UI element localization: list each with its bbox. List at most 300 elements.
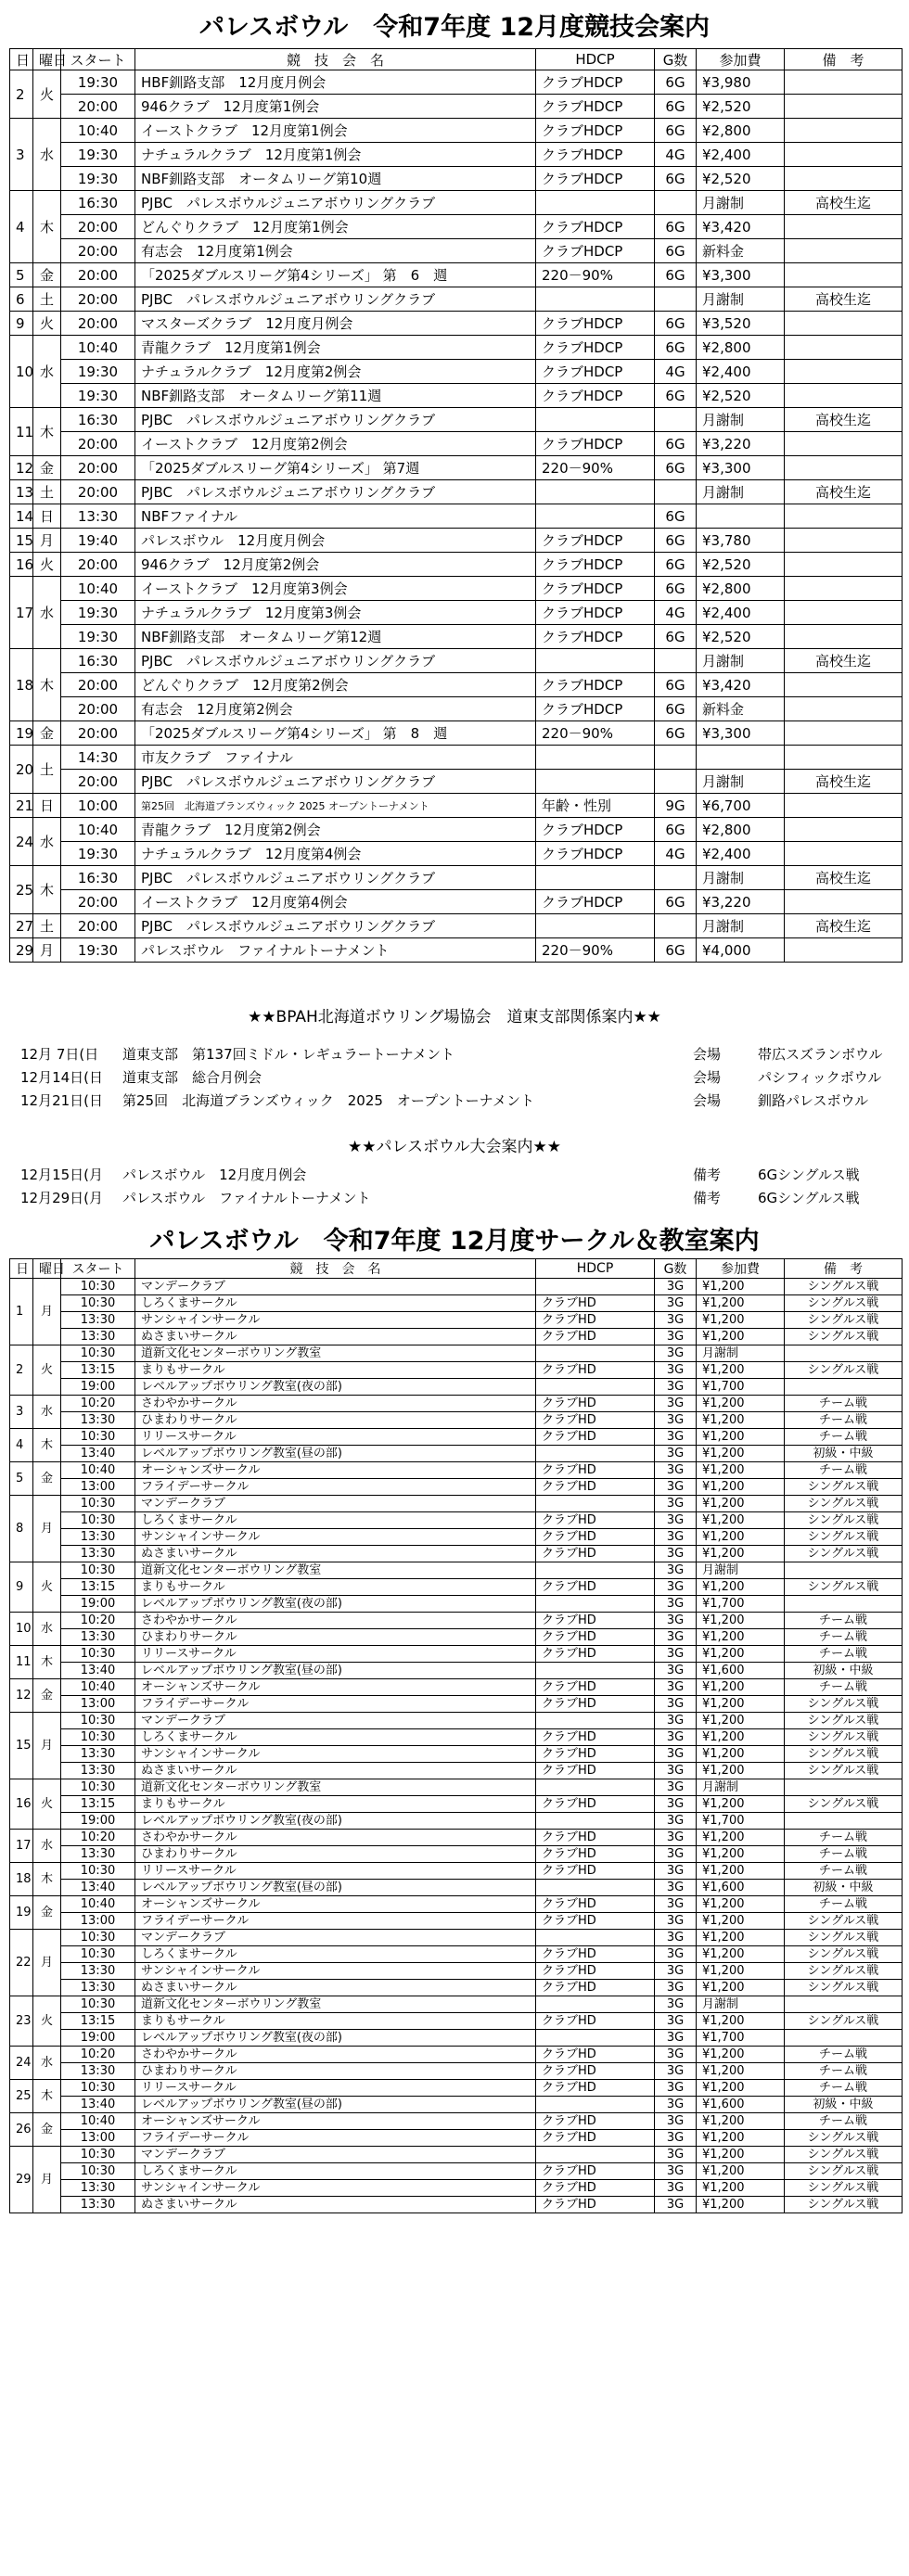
hdcp-cell: クラブHD: [536, 1946, 655, 1963]
games-cell: 3G: [655, 1312, 697, 1329]
table-row: [10, 2163, 903, 2180]
event-name-cell: 第25回 北海道ブランズウィック 2025 オープントーナメント: [135, 794, 536, 818]
notes-cell: チーム戦: [785, 1629, 903, 1646]
fee-cell: ¥1,200: [697, 1446, 785, 1462]
hdcp-cell: クラブHD: [536, 1763, 655, 1779]
day-cell: 15: [10, 529, 33, 553]
fee-cell: 月謝制: [697, 866, 785, 890]
start-time-cell: 19:00: [61, 1379, 135, 1396]
hdcp-cell: クラブHD: [536, 2047, 655, 2063]
notes-cell: シングルス戦: [785, 2130, 903, 2147]
palace-section-title: ★★パレスボウル大会案内★★: [348, 1138, 561, 1156]
start-time-cell: 13:30: [61, 1312, 135, 1329]
notes-cell: [785, 794, 903, 818]
notes-cell: [785, 842, 903, 866]
start-time-cell: 13:30: [61, 1529, 135, 1546]
day-cell: 25: [10, 2080, 33, 2113]
hdcp-cell: クラブHD: [536, 1529, 655, 1546]
table-row: [10, 480, 903, 504]
day-cell: 14: [10, 504, 33, 529]
hdcp-cell: [536, 1813, 655, 1830]
table-row: [10, 1963, 903, 1980]
fee-cell: 月謝制: [697, 287, 785, 312]
table-row: [10, 1396, 903, 1412]
games-cell: 3G: [655, 1596, 697, 1613]
start-time-cell: 19:30: [61, 167, 135, 191]
hdcp-cell: クラブHD: [536, 1579, 655, 1596]
hdcp-cell: クラブHD: [536, 1429, 655, 1446]
notes-cell: シングルス戦: [785, 2180, 903, 2197]
hdcp-cell: [536, 2097, 655, 2113]
games-cell: 6G: [655, 529, 697, 553]
games-cell: 6G: [655, 70, 697, 95]
start-time-cell: 13:30: [61, 1980, 135, 1996]
hdcp-cell: [536, 1880, 655, 1896]
start-time-cell: 10:30: [61, 1863, 135, 1880]
table-row: [10, 1830, 903, 1846]
games-cell: 3G: [655, 1562, 697, 1579]
table-row: [10, 1379, 903, 1396]
start-time-cell: 10:40: [61, 818, 135, 842]
table-row: [10, 1345, 903, 1362]
table-row: [10, 1446, 903, 1462]
dow-cell: 木: [33, 191, 61, 263]
notes-cell: シングルス戦: [785, 1930, 903, 1946]
notes-cell: シングルス戦: [785, 1295, 903, 1312]
table-row: [10, 553, 903, 577]
games-cell: 3G: [655, 1462, 697, 1479]
notes-cell: シングルス戦: [785, 1362, 903, 1379]
fee-cell: ¥2,800: [697, 119, 785, 143]
event-name-cell: リリースサークル: [135, 1429, 536, 1446]
games-cell: 3G: [655, 1779, 697, 1796]
notes-cell: [785, 625, 903, 649]
games-cell: 3G: [655, 2163, 697, 2180]
start-time-cell: 13:30: [61, 2063, 135, 2080]
dow-cell: 水: [33, 1613, 61, 1646]
header-games: G数: [655, 1259, 697, 1279]
event-name-cell: リリースサークル: [135, 1863, 536, 1880]
fee-cell: ¥1,200: [697, 1613, 785, 1629]
table-row: [10, 2047, 903, 2063]
notes-cell: チーム戦: [785, 1679, 903, 1696]
fee-cell: 月謝制: [697, 770, 785, 794]
notes-cell: シングルス戦: [785, 1546, 903, 1562]
dow-cell: 火: [33, 553, 61, 577]
hdcp-cell: クラブHD: [536, 1546, 655, 1562]
games-cell: 6G: [655, 456, 697, 480]
info-event: 道東支部 第137回ミドル・レギュラートーナメント: [122, 1046, 455, 1063]
table-row: [10, 287, 903, 312]
fee-cell: ¥1,200: [697, 1546, 785, 1562]
fee-cell: ¥2,520: [697, 95, 785, 119]
hdcp-cell: クラブHD: [536, 1329, 655, 1345]
fee-cell: ¥1,200: [697, 1846, 785, 1863]
hdcp-cell: クラブHD: [536, 1980, 655, 1996]
start-time-cell: 10:40: [61, 119, 135, 143]
info-row: [20, 1090, 909, 1113]
games-cell: 6G: [655, 384, 697, 408]
table-row: [10, 1846, 903, 1863]
event-name-cell: PJBC パレスボウルジュニアボウリングクラブ: [135, 287, 536, 312]
hdcp-cell: クラブHDCP: [536, 697, 655, 721]
event-name-cell: レベルアップボウリング教室(昼の部): [135, 2097, 536, 2113]
notes-cell: チーム戦: [785, 1863, 903, 1880]
notes-cell: シングルス戦: [785, 2163, 903, 2180]
games-cell: 3G: [655, 1946, 697, 1963]
fee-cell: ¥1,200: [697, 1796, 785, 1813]
fee-cell: ¥1,200: [697, 1679, 785, 1696]
table-row: [10, 1863, 903, 1880]
hdcp-cell: クラブHD: [536, 2130, 655, 2147]
games-cell: [655, 746, 697, 770]
hdcp-cell: 220－90%: [536, 938, 655, 963]
dow-cell: 金: [33, 263, 61, 287]
notes-cell: [785, 2030, 903, 2047]
games-cell: 6G: [655, 95, 697, 119]
games-cell: 9G: [655, 794, 697, 818]
hdcp-cell: [536, 1379, 655, 1396]
table-row: [10, 1896, 903, 1913]
dow-cell: 月: [33, 1930, 61, 1996]
event-name-cell: ナチュラルクラブ 12月度第1例会: [135, 143, 536, 167]
dow-cell: 土: [33, 746, 61, 794]
start-time-cell: 13:30: [61, 1629, 135, 1646]
notes-cell: シングルス戦: [785, 1713, 903, 1729]
day-cell: 10: [10, 336, 33, 408]
start-time-cell: 19:30: [61, 70, 135, 95]
table-row: [10, 360, 903, 384]
event-name-cell: フライデーサークル: [135, 2130, 536, 2147]
event-name-cell: レベルアップボウリング教室(夜の部): [135, 1379, 536, 1396]
day-cell: 23: [10, 1996, 33, 2047]
notes-cell: [785, 336, 903, 360]
start-time-cell: 19:30: [61, 384, 135, 408]
games-cell: 3G: [655, 1963, 697, 1980]
event-name-cell: ひまわりサークル: [135, 1412, 536, 1429]
notes-cell: [785, 456, 903, 480]
hdcp-cell: クラブHD: [536, 1729, 655, 1746]
notes-cell: [785, 1813, 903, 1830]
notes-cell: [785, 553, 903, 577]
games-cell: 3G: [655, 1713, 697, 1729]
hdcp-cell: クラブHDCP: [536, 215, 655, 239]
hdcp-cell: クラブHD: [536, 1913, 655, 1930]
fee-cell: ¥1,200: [697, 2113, 785, 2130]
notes-cell: [785, 1345, 903, 1362]
notes-cell: [785, 890, 903, 914]
games-cell: 3G: [655, 1646, 697, 1663]
fee-cell: ¥2,800: [697, 818, 785, 842]
notes-cell: [785, 1779, 903, 1796]
games-cell: 3G: [655, 1729, 697, 1746]
table-row: [10, 1996, 903, 2013]
table-row: [10, 1746, 903, 1763]
info-date: 12月21日(日: [20, 1092, 104, 1109]
start-time-cell: 10:40: [61, 1679, 135, 1696]
games-cell: 3G: [655, 1279, 697, 1295]
event-name-cell: 有志会 12月度第2例会: [135, 697, 536, 721]
fee-cell: 月謝制: [697, 191, 785, 215]
header-hdcp: HDCP: [536, 1259, 655, 1279]
dow-cell: 水: [33, 1830, 61, 1863]
games-cell: 6G: [655, 167, 697, 191]
start-time-cell: 20:00: [61, 480, 135, 504]
notes-cell: [785, 601, 903, 625]
table-row: [10, 2013, 903, 2030]
info-event: 第25回 北海道ブランズウィック 2025 オープントーナメント: [122, 1092, 534, 1109]
table-row: [10, 1980, 903, 1996]
start-time-cell: 13:15: [61, 1579, 135, 1596]
info-label: 備考: [693, 1167, 722, 1183]
event-name-cell: マンデークラブ: [135, 1496, 536, 1512]
notes-cell: シングルス戦: [785, 1696, 903, 1713]
games-cell: 3G: [655, 1512, 697, 1529]
games-cell: 3G: [655, 2097, 697, 2113]
notes-cell: シングルス戦: [785, 2147, 903, 2163]
hdcp-cell: クラブHD: [536, 2063, 655, 2080]
games-cell: 3G: [655, 2063, 697, 2080]
start-time-cell: 13:30: [61, 1963, 135, 1980]
start-time-cell: 10:30: [61, 2163, 135, 2180]
games-cell: 3G: [655, 1345, 697, 1362]
hdcp-cell: クラブHDCP: [536, 577, 655, 601]
fee-cell: ¥2,520: [697, 167, 785, 191]
notes-cell: 初級・中級: [785, 2097, 903, 2113]
dow-cell: 金: [33, 1462, 61, 1496]
hdcp-cell: [536, 866, 655, 890]
fee-cell: ¥1,200: [697, 1629, 785, 1646]
games-cell: 3G: [655, 1913, 697, 1930]
games-cell: 3G: [655, 1496, 697, 1512]
info-value: 釧路パレスボウル: [758, 1092, 869, 1109]
start-time-cell: 19:30: [61, 360, 135, 384]
notes-cell: [785, 70, 903, 95]
info-row: [20, 1043, 909, 1066]
hdcp-cell: クラブHDCP: [536, 601, 655, 625]
table-row: [10, 842, 903, 866]
table-row: [10, 239, 903, 263]
start-time-cell: 19:30: [61, 143, 135, 167]
event-name-cell: まりもサークル: [135, 1579, 536, 1596]
start-time-cell: 13:30: [61, 2197, 135, 2213]
table-row: [10, 1696, 903, 1713]
notes-cell: 初級・中級: [785, 1663, 903, 1679]
fee-cell: ¥1,200: [697, 1412, 785, 1429]
games-cell: 6G: [655, 336, 697, 360]
fee-cell: ¥1,700: [697, 1596, 785, 1613]
event-name-cell: フライデーサークル: [135, 1696, 536, 1713]
dow-cell: 水: [33, 818, 61, 866]
hdcp-cell: クラブHDCP: [536, 625, 655, 649]
event-name-cell: ひまわりサークル: [135, 1846, 536, 1863]
day-cell: 16: [10, 1779, 33, 1830]
hdcp-cell: クラブHD: [536, 1629, 655, 1646]
table-row: [10, 143, 903, 167]
notes-cell: 高校生迄: [785, 914, 903, 938]
games-cell: [655, 914, 697, 938]
notes-cell: チーム戦: [785, 1896, 903, 1913]
table-header: [10, 1259, 903, 1279]
dow-cell: 木: [33, 866, 61, 914]
event-name-cell: リリースサークル: [135, 2080, 536, 2097]
table-row: [10, 1613, 903, 1629]
day-cell: 25: [10, 866, 33, 914]
hdcp-cell: クラブHDCP: [536, 167, 655, 191]
fee-cell: ¥1,700: [697, 2030, 785, 2047]
day-cell: 26: [10, 2113, 33, 2147]
table-row: [10, 2113, 903, 2130]
table-row: [10, 1946, 903, 1963]
event-name-cell: PJBC パレスボウルジュニアボウリングクラブ: [135, 480, 536, 504]
start-time-cell: 10:30: [61, 1713, 135, 1729]
event-name-cell: ナチュラルクラブ 12月度第3例会: [135, 601, 536, 625]
hdcp-cell: クラブHDCP: [536, 842, 655, 866]
start-time-cell: 13:40: [61, 2097, 135, 2113]
hdcp-cell: クラブHD: [536, 1696, 655, 1713]
games-cell: 3G: [655, 1446, 697, 1462]
games-cell: 4G: [655, 360, 697, 384]
start-time-cell: 10:40: [61, 577, 135, 601]
table-row: [10, 2147, 903, 2163]
table-row: [10, 914, 903, 938]
event-name-cell: ひまわりサークル: [135, 1629, 536, 1646]
hdcp-cell: クラブHD: [536, 1295, 655, 1312]
hdcp-cell: [536, 1279, 655, 1295]
hdcp-cell: [536, 1562, 655, 1579]
header-games: G数: [655, 49, 697, 70]
start-time-cell: 20:00: [61, 95, 135, 119]
table-row: [10, 577, 903, 601]
dow-cell: 金: [33, 721, 61, 746]
fee-cell: ¥1,200: [697, 1980, 785, 1996]
notes-cell: チーム戦: [785, 2063, 903, 2080]
start-time-cell: 13:30: [61, 1329, 135, 1345]
dow-cell: 月: [33, 1713, 61, 1779]
table-row: [10, 794, 903, 818]
hdcp-cell: [536, 504, 655, 529]
hdcp-cell: [536, 191, 655, 215]
games-cell: 3G: [655, 1362, 697, 1379]
fee-cell: ¥3,300: [697, 263, 785, 287]
start-time-cell: 16:30: [61, 649, 135, 673]
event-name-cell: レベルアップボウリング教室(夜の部): [135, 1596, 536, 1613]
games-cell: 6G: [655, 119, 697, 143]
table-row: [10, 1729, 903, 1746]
games-cell: 3G: [655, 2013, 697, 2030]
dow-cell: 火: [33, 1562, 61, 1613]
table-row: [10, 1496, 903, 1512]
table-row: [10, 601, 903, 625]
fee-cell: ¥4,000: [697, 938, 785, 963]
notes-cell: シングルス戦: [785, 1579, 903, 1596]
event-name-cell: パレスボウル ファイナルトーナメント: [135, 938, 536, 963]
table-row: [10, 1562, 903, 1579]
games-cell: [655, 287, 697, 312]
table-row: [10, 336, 903, 360]
hdcp-cell: [536, 1446, 655, 1462]
games-cell: 3G: [655, 1679, 697, 1696]
table-row: [10, 432, 903, 456]
start-time-cell: 20:00: [61, 215, 135, 239]
day-cell: 2: [10, 70, 33, 119]
notes-cell: シングルス戦: [785, 1763, 903, 1779]
table-row: [10, 312, 903, 336]
hdcp-cell: [536, 2030, 655, 2047]
games-cell: 4G: [655, 601, 697, 625]
table-row: [10, 408, 903, 432]
games-cell: 3G: [655, 2180, 697, 2197]
header-notes: 備 考: [785, 49, 903, 70]
notes-cell: 高校生迄: [785, 480, 903, 504]
hdcp-cell: クラブHD: [536, 2163, 655, 2180]
hdcp-cell: [536, 1779, 655, 1796]
games-cell: 3G: [655, 1980, 697, 1996]
info-date: 12月 7日(日: [20, 1046, 99, 1063]
table-row: [10, 1646, 903, 1663]
games-cell: 4G: [655, 143, 697, 167]
fee-cell: 月謝制: [697, 649, 785, 673]
fee-cell: ¥1,200: [697, 1930, 785, 1946]
table-row: [10, 770, 903, 794]
notes-cell: チーム戦: [785, 2113, 903, 2130]
games-cell: 3G: [655, 2197, 697, 2213]
games-cell: 3G: [655, 1696, 697, 1713]
day-cell: 27: [10, 914, 33, 938]
event-name-cell: サンシャインサークル: [135, 1746, 536, 1763]
table-row: [10, 1913, 903, 1930]
notes-cell: 高校生迄: [785, 866, 903, 890]
start-time-cell: 10:30: [61, 1930, 135, 1946]
start-time-cell: 10:40: [61, 336, 135, 360]
day-cell: 3: [10, 119, 33, 191]
table-row: [10, 1329, 903, 1345]
notes-cell: 高校生迄: [785, 408, 903, 432]
header-day: 日: [10, 1259, 33, 1279]
table-row: [10, 2130, 903, 2147]
table-row: [10, 1462, 903, 1479]
notes-cell: シングルス戦: [785, 1796, 903, 1813]
event-name-cell: まりもサークル: [135, 1362, 536, 1379]
table-row: [10, 70, 903, 95]
start-time-cell: 19:00: [61, 1596, 135, 1613]
start-time-cell: 13:30: [61, 1846, 135, 1863]
games-cell: 3G: [655, 1412, 697, 1429]
hdcp-cell: クラブHDCP: [536, 673, 655, 697]
fee-cell: ¥3,520: [697, 312, 785, 336]
notes-cell: [785, 746, 903, 770]
table-row: [10, 1880, 903, 1896]
start-time-cell: 10:30: [61, 1295, 135, 1312]
games-cell: 6G: [655, 239, 697, 263]
day-cell: 5: [10, 1462, 33, 1496]
start-time-cell: 13:00: [61, 2130, 135, 2147]
games-cell: 6G: [655, 432, 697, 456]
dow-cell: 水: [33, 336, 61, 408]
notes-cell: シングルス戦: [785, 1913, 903, 1930]
info-label: 備考: [693, 1190, 722, 1206]
day-cell: 2: [10, 1345, 33, 1396]
table-row: [10, 1930, 903, 1946]
start-time-cell: 13:30: [61, 1746, 135, 1763]
notes-cell: [785, 818, 903, 842]
notes-cell: シングルス戦: [785, 1529, 903, 1546]
hdcp-cell: [536, 1996, 655, 2013]
event-name-cell: ナチュラルクラブ 12月度第4例会: [135, 842, 536, 866]
day-cell: 6: [10, 287, 33, 312]
dow-cell: 日: [33, 794, 61, 818]
hdcp-cell: [536, 770, 655, 794]
